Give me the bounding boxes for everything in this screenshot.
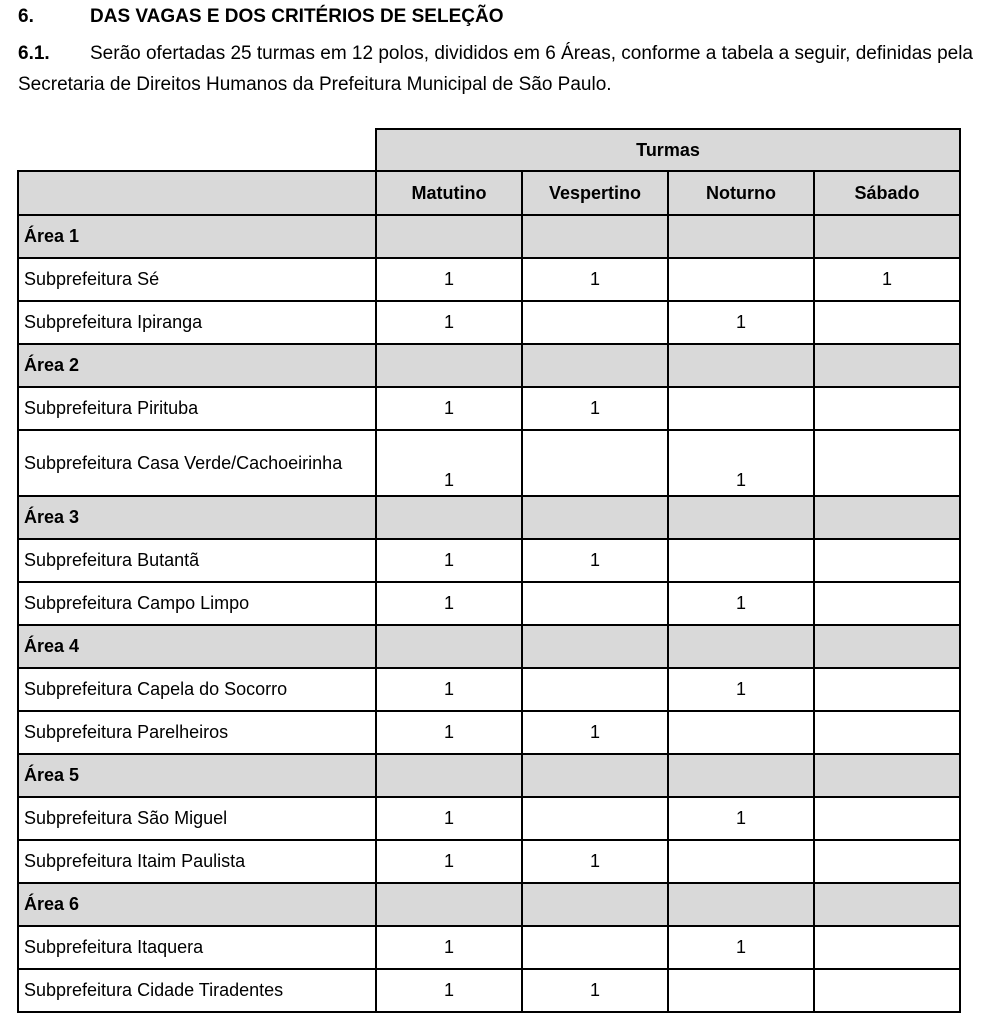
area-row bbox=[18, 754, 960, 797]
area-empty-cell bbox=[522, 625, 668, 668]
area-row bbox=[18, 883, 960, 926]
turma-count-cell: 1 bbox=[522, 969, 668, 1012]
turma-count-cell: 1 bbox=[376, 301, 522, 344]
area-empty-cell bbox=[814, 883, 960, 926]
turma-count-cell: 1 bbox=[376, 969, 522, 1012]
polo-name: Subprefeitura Parelheiros bbox=[18, 711, 376, 754]
area-empty-cell bbox=[668, 754, 814, 797]
turma-count-cell: 1 bbox=[522, 539, 668, 582]
area-empty-cell bbox=[376, 344, 522, 387]
corner-blank bbox=[18, 129, 376, 171]
turma-count-cell bbox=[814, 430, 960, 496]
area-empty-cell bbox=[376, 625, 522, 668]
turma-count-cell: 1 bbox=[376, 711, 522, 754]
turma-count-cell bbox=[522, 797, 668, 840]
area-row bbox=[18, 496, 960, 539]
turma-count-cell: 1 bbox=[814, 258, 960, 301]
turma-count-cell bbox=[814, 539, 960, 582]
area-label: Área 2 bbox=[18, 344, 376, 387]
turma-count-cell: 1 bbox=[376, 797, 522, 840]
table-row bbox=[18, 840, 960, 883]
turma-count-cell: 1 bbox=[376, 387, 522, 430]
area-empty-cell bbox=[814, 344, 960, 387]
area-empty-cell bbox=[668, 883, 814, 926]
paragraph-number: 6.1. bbox=[18, 43, 50, 64]
area-empty-cell bbox=[668, 625, 814, 668]
area-empty-cell bbox=[522, 215, 668, 258]
column-header: Sábado bbox=[814, 171, 960, 215]
area-row bbox=[18, 625, 960, 668]
table-row bbox=[18, 387, 960, 430]
table-row bbox=[18, 926, 960, 969]
turma-count-cell: 1 bbox=[668, 668, 814, 711]
table-row bbox=[18, 711, 960, 754]
turma-count-cell bbox=[522, 926, 668, 969]
table-row bbox=[18, 582, 960, 625]
area-empty-cell bbox=[668, 215, 814, 258]
turma-count-cell: 1 bbox=[522, 258, 668, 301]
turma-count-cell: 1 bbox=[376, 582, 522, 625]
area-empty-cell bbox=[376, 754, 522, 797]
turma-count-cell: 1 bbox=[668, 797, 814, 840]
table-row bbox=[18, 797, 960, 840]
turma-count-cell bbox=[814, 926, 960, 969]
polo-name: Subprefeitura Butantã bbox=[18, 539, 376, 582]
area-row bbox=[18, 344, 960, 387]
area-label: Área 3 bbox=[18, 496, 376, 539]
turma-count-cell bbox=[522, 582, 668, 625]
turma-count-cell bbox=[668, 840, 814, 883]
turma-count-cell: 1 bbox=[376, 539, 522, 582]
area-empty-cell bbox=[376, 215, 522, 258]
polo-name: Subprefeitura Pirituba bbox=[18, 387, 376, 430]
turma-count-cell bbox=[522, 301, 668, 344]
area-empty-cell bbox=[668, 344, 814, 387]
area-row bbox=[18, 215, 960, 258]
turma-count-cell: 1 bbox=[376, 668, 522, 711]
turmas-header: Turmas bbox=[376, 129, 960, 171]
area-empty-cell bbox=[522, 496, 668, 539]
turma-count-cell: 1 bbox=[376, 926, 522, 969]
polo-name: Subprefeitura Casa Verde/Cachoeirinha bbox=[18, 430, 376, 496]
turma-count-cell bbox=[668, 711, 814, 754]
turma-count-cell: 1 bbox=[668, 301, 814, 344]
area-empty-cell bbox=[814, 215, 960, 258]
turma-count-cell bbox=[668, 258, 814, 301]
area-empty-cell bbox=[814, 754, 960, 797]
turma-count-cell bbox=[814, 797, 960, 840]
column-header-row bbox=[18, 171, 960, 215]
area-empty-cell bbox=[376, 883, 522, 926]
area-empty-cell bbox=[814, 625, 960, 668]
area-empty-cell bbox=[522, 754, 668, 797]
area-empty-cell bbox=[522, 883, 668, 926]
turma-count-cell bbox=[668, 387, 814, 430]
column-header: Noturno bbox=[668, 171, 814, 215]
area-empty-cell bbox=[376, 496, 522, 539]
turma-count-cell: 1 bbox=[522, 840, 668, 883]
turma-count-cell: 1 bbox=[522, 387, 668, 430]
turma-count-cell bbox=[814, 711, 960, 754]
polo-name: Subprefeitura Campo Limpo bbox=[18, 582, 376, 625]
turma-count-cell bbox=[814, 969, 960, 1012]
polo-name: Subprefeitura Cidade Tiradentes bbox=[18, 969, 376, 1012]
paragraph-6-1 bbox=[18, 38, 973, 100]
table-row bbox=[18, 539, 960, 582]
turma-count-cell: 1 bbox=[668, 430, 814, 496]
area-empty-cell bbox=[522, 344, 668, 387]
turma-count-cell bbox=[668, 539, 814, 582]
group-header-row bbox=[18, 129, 960, 171]
turma-count-cell: 1 bbox=[668, 926, 814, 969]
table-row bbox=[18, 668, 960, 711]
area-empty-cell bbox=[668, 496, 814, 539]
polo-name: Subprefeitura Ipiranga bbox=[18, 301, 376, 344]
turma-count-cell bbox=[814, 840, 960, 883]
polo-name: Subprefeitura Capela do Socorro bbox=[18, 668, 376, 711]
table-body bbox=[18, 215, 960, 1012]
polo-name: Subprefeitura Itaquera bbox=[18, 926, 376, 969]
vacancies-table bbox=[17, 128, 961, 1013]
section-number: 6. bbox=[18, 6, 34, 27]
table-row bbox=[18, 301, 960, 344]
paragraph-text: Serão ofertadas 25 turmas em 12 polos, divididos em 6 Áreas, conforme a tabela a seguir, definidas pela Secretaria de Direitos Humanos da Prefeitura Municipal de São Paulo. bbox=[18, 43, 973, 95]
turma-count-cell bbox=[668, 969, 814, 1012]
turma-count-cell bbox=[814, 668, 960, 711]
turma-count-cell bbox=[522, 430, 668, 496]
polo-name: Subprefeitura São Miguel bbox=[18, 797, 376, 840]
turma-count-cell bbox=[814, 301, 960, 344]
table-row bbox=[18, 258, 960, 301]
table-row bbox=[18, 430, 960, 496]
turma-count-cell: 1 bbox=[668, 582, 814, 625]
polo-name: Subprefeitura Sé bbox=[18, 258, 376, 301]
turma-count-cell: 1 bbox=[522, 711, 668, 754]
column-header: Vespertino bbox=[522, 171, 668, 215]
turma-count-cell bbox=[522, 668, 668, 711]
label-header-blank bbox=[18, 171, 376, 215]
turma-count-cell: 1 bbox=[376, 430, 522, 496]
area-label: Área 6 bbox=[18, 883, 376, 926]
area-label: Área 1 bbox=[18, 215, 376, 258]
vacancies-table-wrapper bbox=[17, 128, 961, 1013]
turma-count-cell bbox=[814, 387, 960, 430]
turma-count-cell: 1 bbox=[376, 840, 522, 883]
area-label: Área 4 bbox=[18, 625, 376, 668]
section-title: DAS VAGAS E DOS CRITÉRIOS DE SELEÇÃO bbox=[90, 6, 504, 27]
area-label: Área 5 bbox=[18, 754, 376, 797]
area-empty-cell bbox=[814, 496, 960, 539]
section-heading bbox=[18, 6, 503, 28]
polo-name: Subprefeitura Itaim Paulista bbox=[18, 840, 376, 883]
column-header: Matutino bbox=[376, 171, 522, 215]
turma-count-cell: 1 bbox=[376, 258, 522, 301]
turma-count-cell bbox=[814, 582, 960, 625]
table-row bbox=[18, 969, 960, 1012]
